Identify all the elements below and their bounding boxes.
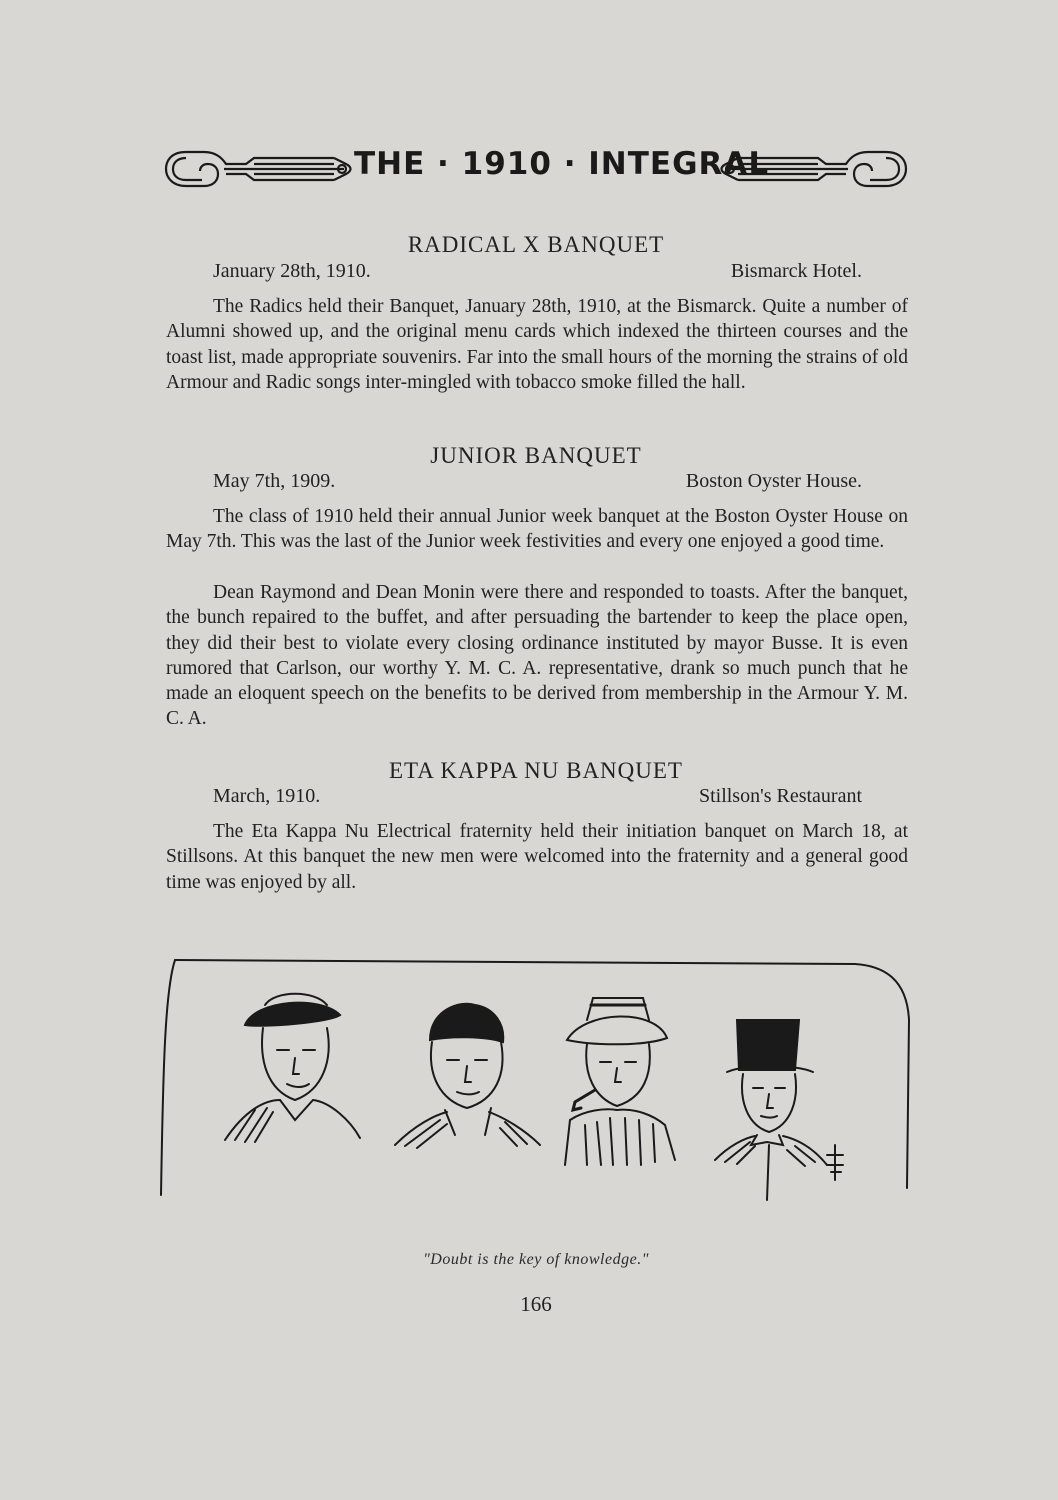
section-date-radical-x: January 28th, 1910.: [213, 260, 371, 282]
four-faces-sketch-icon: [155, 950, 915, 1210]
scroll-ornament-icon: [164, 140, 352, 198]
section-title-eta-kappa-nu: ETA KAPPA NU BANQUET: [389, 758, 683, 783]
section-place-junior: Boston Oyster House.: [685, 470, 862, 492]
paragraph-junior-1: The class of 1910 held their annual Junior week banquet at the Boston Oyster House on May 7th. This was the last of the Junior week festivities and every one enjoyed a good time.: [166, 506, 908, 553]
section-date-eta-kappa-nu: March, 1910.: [213, 785, 321, 807]
section-date-junior: May 7th, 1909.: [213, 470, 336, 492]
paragraph-junior-2: Dean Raymond and Dean Monin were there and responded to toasts. After the banquet, the bunch repaired to the buffet, and after persuading the bartender to keep the place open, they did their best to violate every closing ordinance instituted by mayor Busse. It is even rumored that Carlson, our worthy Y. M. C. A. representative, drank so much punch that he made an eloquent speech on the benefits to be derived from membership in the Armour Y. M. C. A.: [166, 582, 908, 730]
page-header: [164, 140, 908, 198]
section-place-radical-x: Bismarck Hotel.: [730, 260, 862, 282]
page-number: 166: [520, 1292, 552, 1316]
section-title-junior: JUNIOR BANQUET: [430, 443, 642, 468]
quote-caption: "Doubt is the key of knowledge.": [423, 1251, 649, 1268]
scroll-ornament-icon: [720, 140, 908, 198]
paragraph-radical-x: The Radics held their Banquet, January 28th, 1910, at the Bismarck. Quite a number of Alumni showed up, and the original menu cards which indexed the thirteen courses and the toast list, made appropriate souvenirs. Far into the small hours of the morning the strains of old Armour and Radic songs inter-mingled with tobacco smoke filled the hall.: [166, 296, 908, 393]
section-title-radical-x: RADICAL X BANQUET: [407, 232, 665, 257]
section-place-eta-kappa-nu: Stillson's Restaurant: [698, 785, 862, 807]
paragraph-eta-kappa-nu: The Eta Kappa Nu Electrical fraternity held their initiation banquet on March 18, at Stillsons. At this banquet the new men were welcomed into the fraternity and a general good time was enjoyed by all.: [166, 821, 908, 893]
page-header-title: THE · 1910 · INTEGRAL: [354, 146, 770, 182]
